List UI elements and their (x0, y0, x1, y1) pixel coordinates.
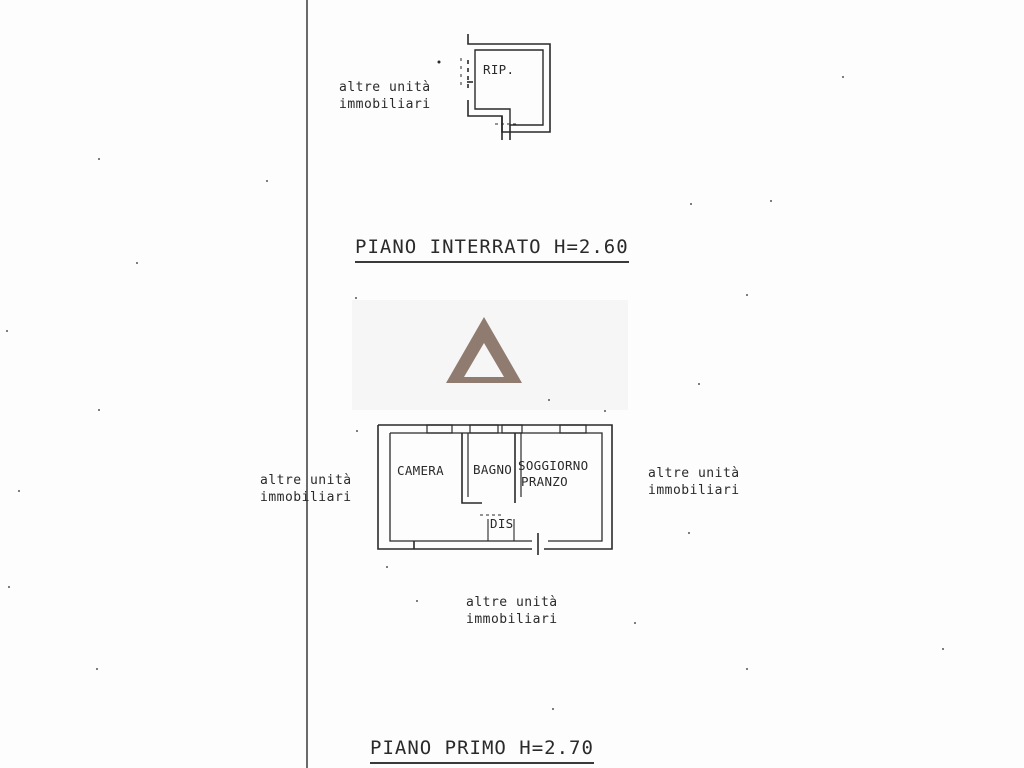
scan-speck (634, 622, 636, 624)
adjacent-units-line1: altre unità (648, 466, 740, 481)
adjacent-units-label-left (260, 472, 352, 506)
room-pranzo-label: PRANZO (521, 474, 568, 489)
scan-speck (6, 330, 8, 332)
adjacent-units-label-right (648, 465, 740, 499)
scan-speck (690, 203, 692, 205)
scan-speck (18, 490, 20, 492)
adjacent-units-label-basement (339, 79, 431, 113)
room-dis-label: DIS (490, 516, 514, 531)
adjacent-units-line1: altre unità (339, 80, 431, 95)
adjacent-units-line1: altre unità (260, 473, 352, 488)
basement-floor-title: PIANO INTERRATO H=2.60 (355, 236, 629, 263)
scan-speck (416, 600, 418, 602)
scan-speck (552, 708, 554, 710)
first-floor-plan (372, 415, 622, 565)
triangle-logo-icon (446, 317, 522, 383)
scan-speck (548, 399, 550, 401)
scan-speck (386, 566, 388, 568)
scan-speck (842, 76, 844, 78)
adjacent-units-label-bottom (466, 594, 558, 628)
scan-speck (8, 586, 10, 588)
scan-speck (746, 294, 748, 296)
scan-speck (355, 297, 357, 299)
scan-speck (266, 180, 268, 182)
scan-speck (604, 410, 606, 412)
adjacent-units-line1: altre unità (466, 595, 558, 610)
scan-speck (98, 158, 100, 160)
scan-speck (942, 648, 944, 650)
first-floor-title: PIANO PRIMO H=2.70 (370, 737, 594, 764)
scan-speck (770, 200, 772, 202)
scan-speck (356, 430, 358, 432)
adjacent-units-line2: immobiliari (339, 97, 431, 112)
room-bagno-label: BAGNO (473, 462, 513, 477)
adjacent-units-line2: immobiliari (260, 490, 352, 505)
adjacent-units-line2: immobiliari (466, 612, 558, 627)
margin-line (306, 0, 308, 768)
scan-speck (698, 383, 700, 385)
basement-plan (455, 30, 565, 142)
scan-speck (136, 262, 138, 264)
adjacent-units-line2: immobiliari (648, 483, 740, 498)
scan-speck (96, 668, 98, 670)
scan-speck (98, 409, 100, 411)
room-camera-label: CAMERA (397, 463, 444, 478)
scan-speck (746, 668, 748, 670)
room-rip-label: RIP. (483, 62, 515, 77)
scan-speck (688, 532, 690, 534)
room-soggiorno-label: SOGGIORNO (518, 458, 589, 473)
